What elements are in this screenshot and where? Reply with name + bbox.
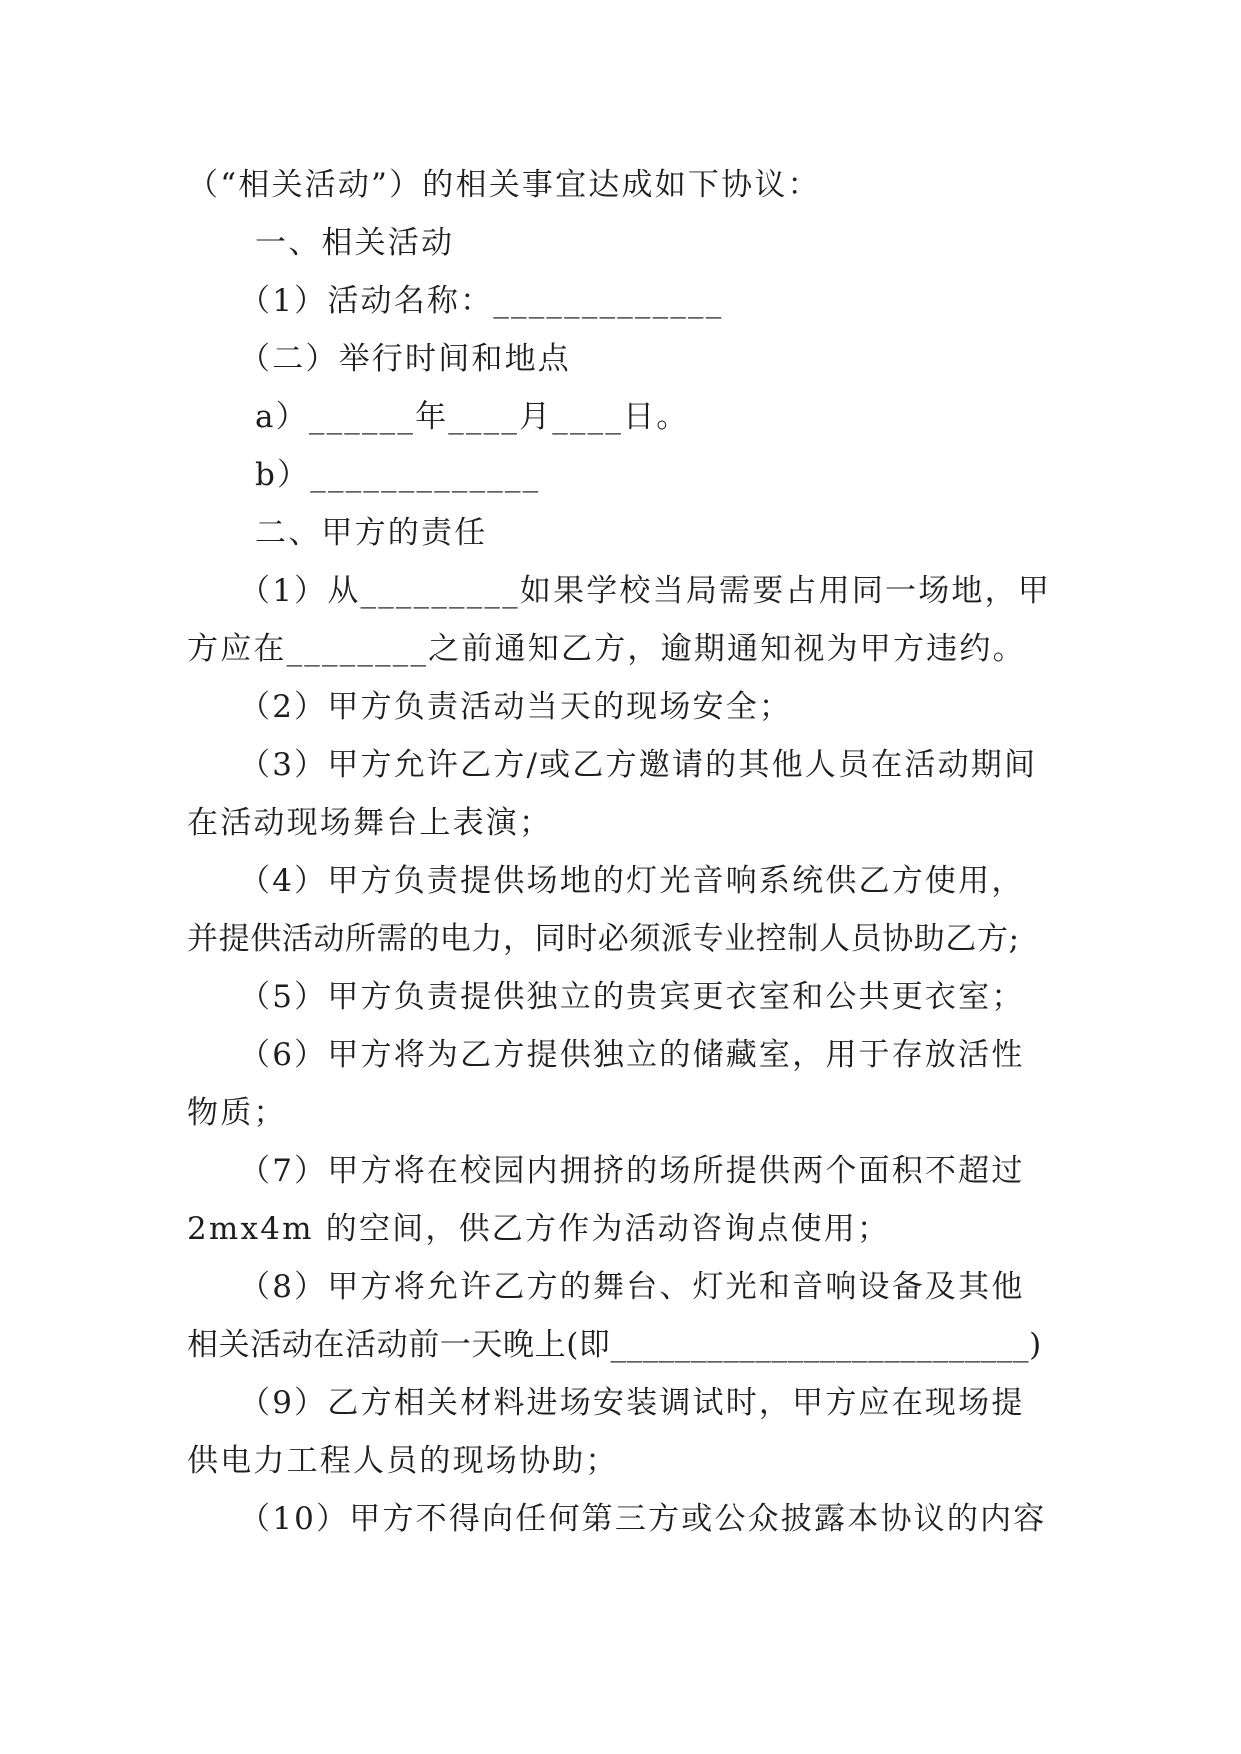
paragraph-line: 方应在________之前通知乙方，逾期通知视为甲方违约。 [187,631,1026,667]
paragraph-line: 供电力工程人员的现场协助； [187,1443,619,1479]
paragraph-line: a）______年____月____日。 [255,399,690,435]
paragraph-line: 相关活动在活动前一天晚上(即__________________________) [187,1327,1042,1363]
paragraph-line: b）_____________ [255,457,541,493]
paragraph-line: （“相关活动”）的相关事宜达成如下协议： [187,167,821,203]
paragraph-line: （1）从_________如果学校当局需要占用同一场地，甲 [239,573,1052,609]
paragraph-line: （1）活动名称：_____________ [239,283,724,319]
paragraph-line: 2mx4m 的空间，供乙方作为活动咨询点使用； [187,1211,891,1247]
paragraph-line: （6）甲方将为乙方提供独立的储藏室，用于存放活性 [239,1037,1025,1073]
paragraph-line: （7）甲方将在校园内拥挤的场所提供两个面积不超过 [239,1153,1025,1189]
paragraph-line: 物质； [187,1095,287,1131]
paragraph-line: （4）甲方负责提供场地的灯光音响系统供乙方使用， [239,863,1025,899]
document-body [187,156,1067,1548]
paragraph-line: （8）甲方将允许乙方的舞台、灯光和音响设备及其他 [239,1269,1025,1305]
paragraph-line: （5）甲方负责提供独立的贵宾更衣室和公共更衣室； [239,979,1025,1015]
paragraph-line: （10）甲方不得向任何第三方或公众披露本协议的内容 [239,1501,1047,1537]
paragraph-line: （9）乙方相关材料进场安装调试时，甲方应在现场提 [239,1385,1025,1421]
paragraph-line: 在活动现场舞台上表演； [187,805,553,841]
paragraph-line: （2）甲方负责活动当天的现场安全； [239,689,793,725]
paragraph-line: （3）甲方允许乙方/或乙方邀请的其他人员在活动期间 [239,747,1038,783]
section-heading: 二、甲方的责任 [255,515,488,551]
paragraph-line: 并提供活动所需的电力，同时必须派专业控制人员协助乙方; [187,921,1020,957]
subsection-heading: （二）举行时间和地点 [239,341,571,377]
section-heading: 一、相关活动 [255,225,455,261]
